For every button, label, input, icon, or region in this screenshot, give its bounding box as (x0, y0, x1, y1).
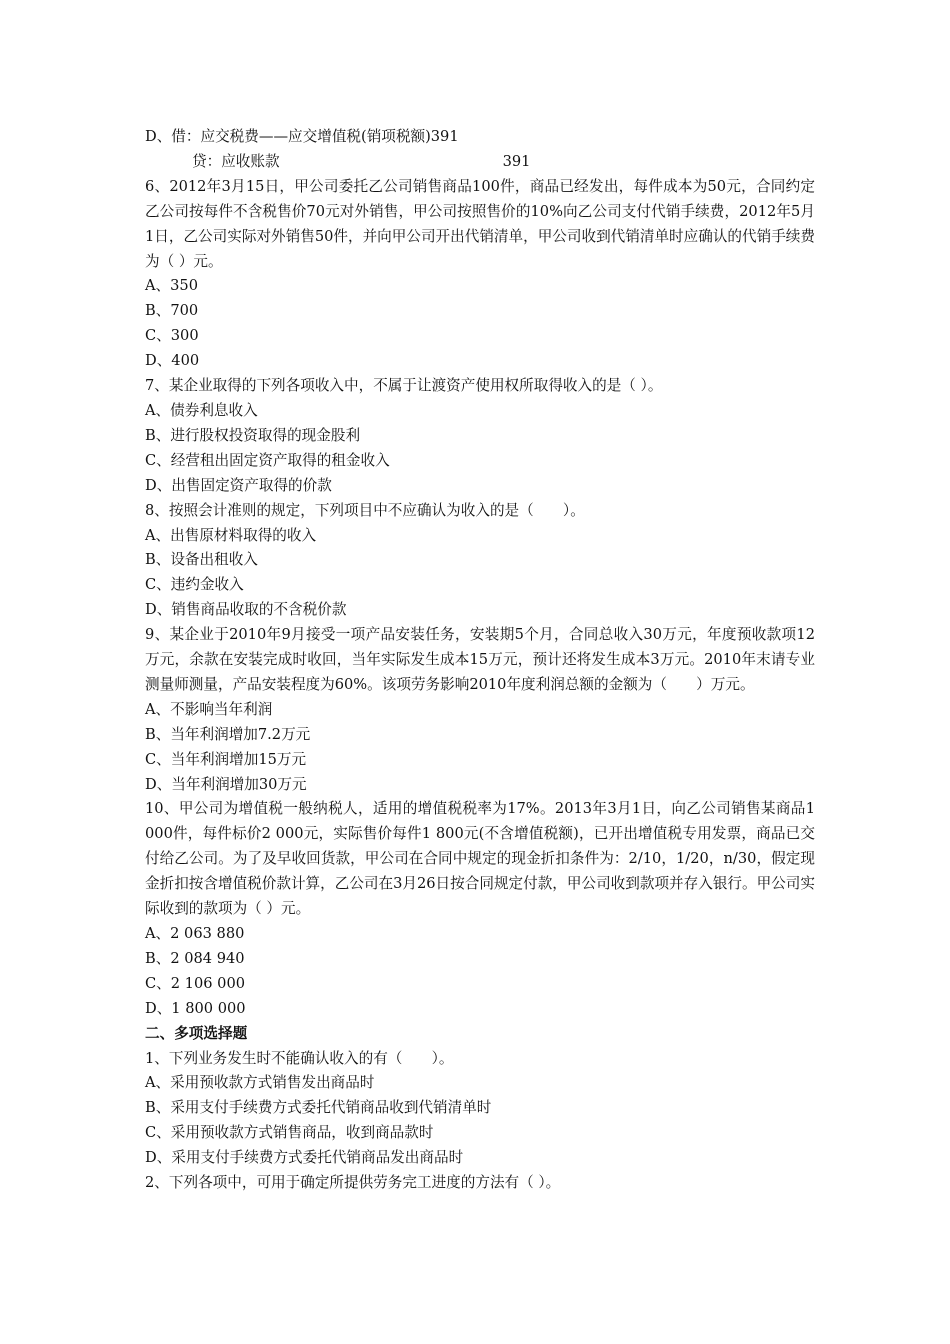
m1-option-b: B、采用支付手续费方式委托代销商品收到代销清单时 (145, 1099, 492, 1117)
q10-option-d: D、1 800 000 (145, 999, 246, 1017)
q10-option-b: B、2 084 940 (145, 949, 245, 967)
q6-option-c: C、300 (145, 327, 199, 345)
q7-option-c: C、经营租出固定资产取得的租金收入 (145, 451, 390, 469)
q7-option-a: A、债券利息收入 (145, 401, 258, 419)
section-heading-multiple-choice: 二、多项选择题 (145, 1024, 248, 1042)
q8-option-b: B、设备出租收入 (145, 551, 258, 569)
q7-option-d: D、出售固定资产取得的价款 (145, 476, 332, 494)
question-9: 9、某企业于2010年9月接受一项产品安装任务，安装期5个月，合同总收入30万元，年度预收款项12万元，余款在安装完成时收回，当年实际发生成本15万元，预计还将发生成本3万元。2010年末请专业测量师测量，产品安装程度为60%。该项劳务影响2010年度利润总额的金额为（ ）万元。 (145, 626, 815, 693)
q6-option-d: D、400 (145, 352, 200, 370)
question-7: 7、某企业取得的下列各项收入中，不属于让渡资产使用权所取得收入的是（ ）。 (145, 377, 663, 395)
question-8: 8、按照会计准则的规定，下列项目中不应确认为收入的是（ ）。 (145, 501, 585, 519)
q9-option-b: B、当年利润增加7.2万元 (145, 725, 311, 743)
multi-question-2: 2、下列各项中，可用于确定所提供劳务完工进度的方法有（ ）。 (145, 1174, 561, 1192)
q9-option-a: A、不影响当年利润 (145, 700, 273, 718)
option-d-debit: D、借：应交税费——应交增值税(销项税额)391 (145, 128, 459, 145)
q6-option-b: B、700 (145, 302, 199, 320)
multi-question-1: 1、下列业务发生时不能确认收入的有（ ）。 (145, 1049, 454, 1067)
credit-amount: 391 (502, 152, 531, 170)
q8-option-c: C、违约金收入 (145, 576, 244, 594)
q9-option-d: D、当年利润增加30万元 (145, 775, 307, 793)
m1-option-d: D、采用支付手续费方式委托代销商品发出商品时 (145, 1149, 464, 1167)
m1-option-c: C、采用预收款方式销售商品，收到商品款时 (145, 1124, 434, 1142)
q8-option-d: D、销售商品收取的不含税价款 (145, 601, 347, 619)
m1-option-a: A、采用预收款方式销售发出商品时 (145, 1074, 375, 1092)
q7-option-b: B、进行股权投资取得的现金股利 (145, 426, 361, 444)
q10-option-a: A、2 063 880 (145, 925, 245, 942)
credit-line (145, 150, 815, 175)
document-page (145, 125, 815, 1196)
q9-option-c: C、当年利润增加15万元 (145, 750, 307, 768)
q6-option-a: A、350 (145, 277, 198, 295)
q8-option-a: A、出售原材料取得的收入 (145, 526, 317, 544)
question-6: 6、2012年3月15日，甲公司委托乙公司销售商品100件，商品已经发出，每件成本为50元，合同约定乙公司按每件不含税售价70元对外销售，甲公司按照售价的10%向乙公司支付代销手续费，2012年5月1日，乙公司实际对外销售50件，并向甲公司开出代销清单，甲公司收到代销清单时应确认的代销手续费为（ ）元。 (145, 177, 815, 270)
q10-option-c: C、2 106 000 (145, 974, 246, 992)
question-10: 10、甲公司为增值税一般纳税人，适用的增值税税率为17%。2013年3月1日，向乙公司销售某商品1 000件，每件标价2 000元，实际售价每件1 800元(不含增值税额)，已开出增值税专用发票，商品已交付给乙公司。为了及早收回货款，甲公司在合同中规定的现金折扣条件为：2/10，1/20，n/30，假定现金折扣按含增值税价款计算，乙公司在3月26日按合同规定付款，甲公司收到款项并存入银行。甲公司实际收到的款项为（ ）元。 (145, 800, 815, 918)
credit-label: 贷：应收账款 (192, 152, 280, 170)
